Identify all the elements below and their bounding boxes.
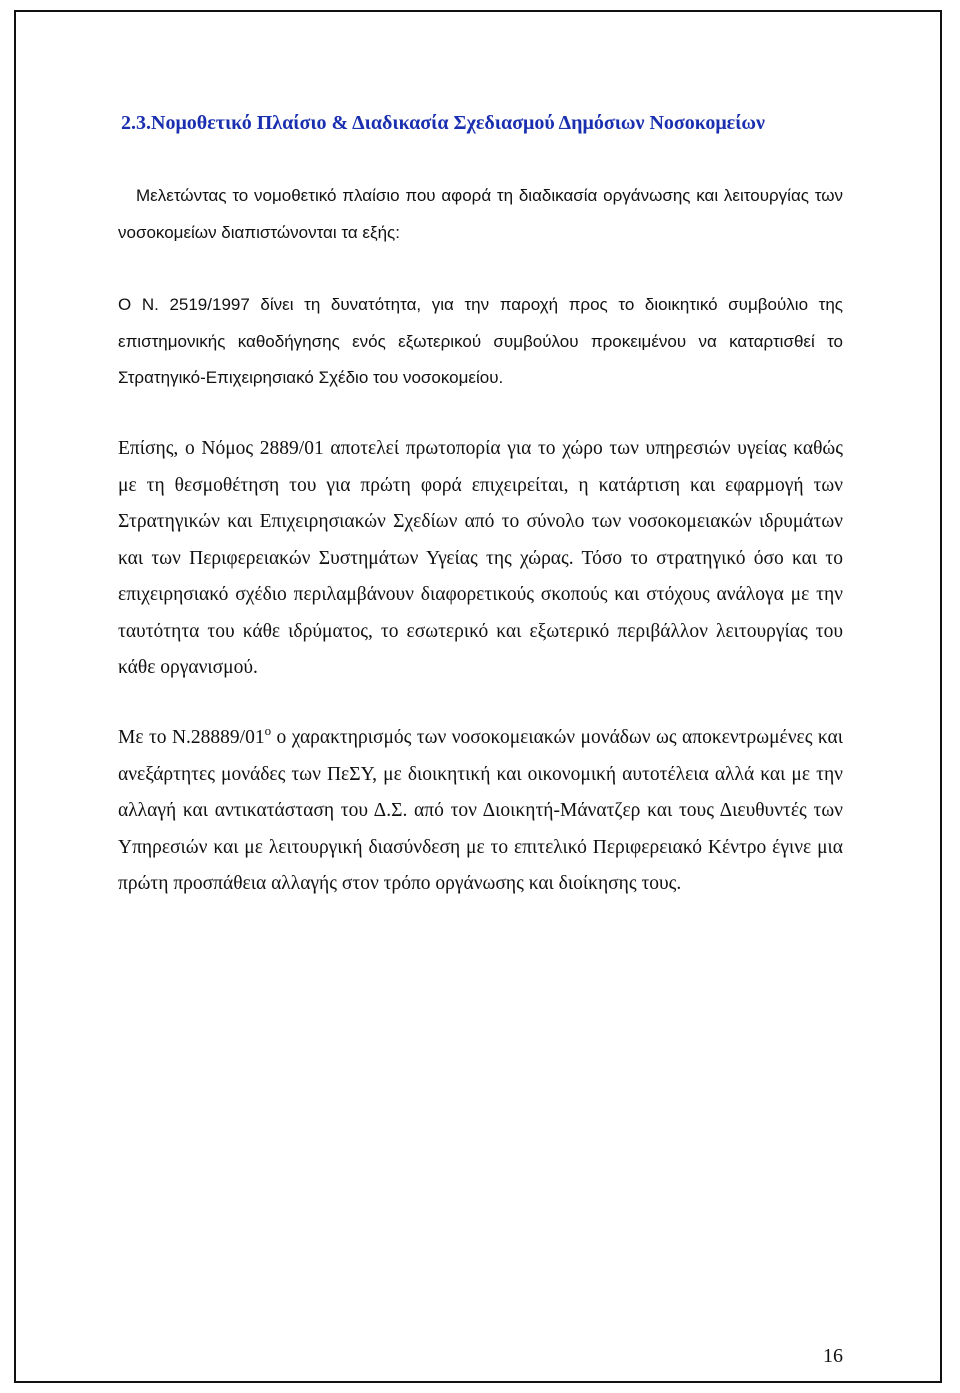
law-28889-prefix: Με το Ν.28889/01 <box>118 727 265 748</box>
law-28889-superscript: ο <box>264 723 272 738</box>
law-2519-paragraph: Ο Ν. 2519/1997 δίνει τη δυνατότητα, για την παροχή προς το διοικητικό συμβούλιο της επιστημονικής καθοδήγησης ενός εξωτερικού συμβούλου προκειμένου να καταρτισθεί το Στρατηγικό-Επιχειρησιακό Σχέδιο του νοσοκομείου. <box>118 295 843 387</box>
page-number: 16 <box>823 1345 843 1367</box>
law-28889-paragraph <box>118 720 843 903</box>
law-2889-paragraph: Επίσης, ο Νόμος 2889/01 αποτελεί πρωτοπορία για το χώρο των υπηρεσιών υγείας καθώς με τη θεσμοθέτηση του για πρώτη φορά επιχειρείται, η κατάρτιση και εφαρμογή των Στρατηγικών και Επιχειρησιακών Σχεδίων από το σύνολο των νοσοκομειακών ιδρυμάτων και των Περιφερειακών Συστημάτων Υγείας της χώρας. Τόσο το στρατηγικό όσο και το επιχειρησιακό σχέδιο περιλαμβάνουν διαφορετικούς σκοπούς και στόχους ανάλογα με την ταυτότητα του κάθε ιδρύματος, το εσωτερικό και εξωτερικό περιβάλλον λειτουργίας του κάθε οργανισμού. <box>118 438 843 678</box>
section-heading: 2.3.Νομοθετικό Πλαίσιο & Διαδικασία Σχεδιασμού Δημόσιων Νοσοκομείων <box>121 112 765 134</box>
intro-paragraph: Μελετώντας το νομοθετικό πλαίσιο που αφορά τη διαδικασία οργάνωσης και λειτουργίας των νοσοκομείων διαπιστώνονται τα εξής: <box>118 186 843 242</box>
law-28889-body: ο χαρακτηρισμός των νοσοκομειακών μονάδων ως αποκεντρωμένες και ανεξάρτητες μονάδες των ΠεΣΥ, με διοικητική και οικονομική αυτοτέλεια αλλά και με την αλλαγή και αντικατάσταση του Δ.Σ. από τον Διοικητή-Μάνατζερ και τους Διευθυντές των Υπηρεσιών και με λειτουργική διασύνδεση με το επιτελικό Περιφερειακό Κέντρο έγινε μια πρώτη προσπάθεια αλλαγής στον τρόπο οργάνωσης και διοίκησης τους. <box>118 727 843 894</box>
